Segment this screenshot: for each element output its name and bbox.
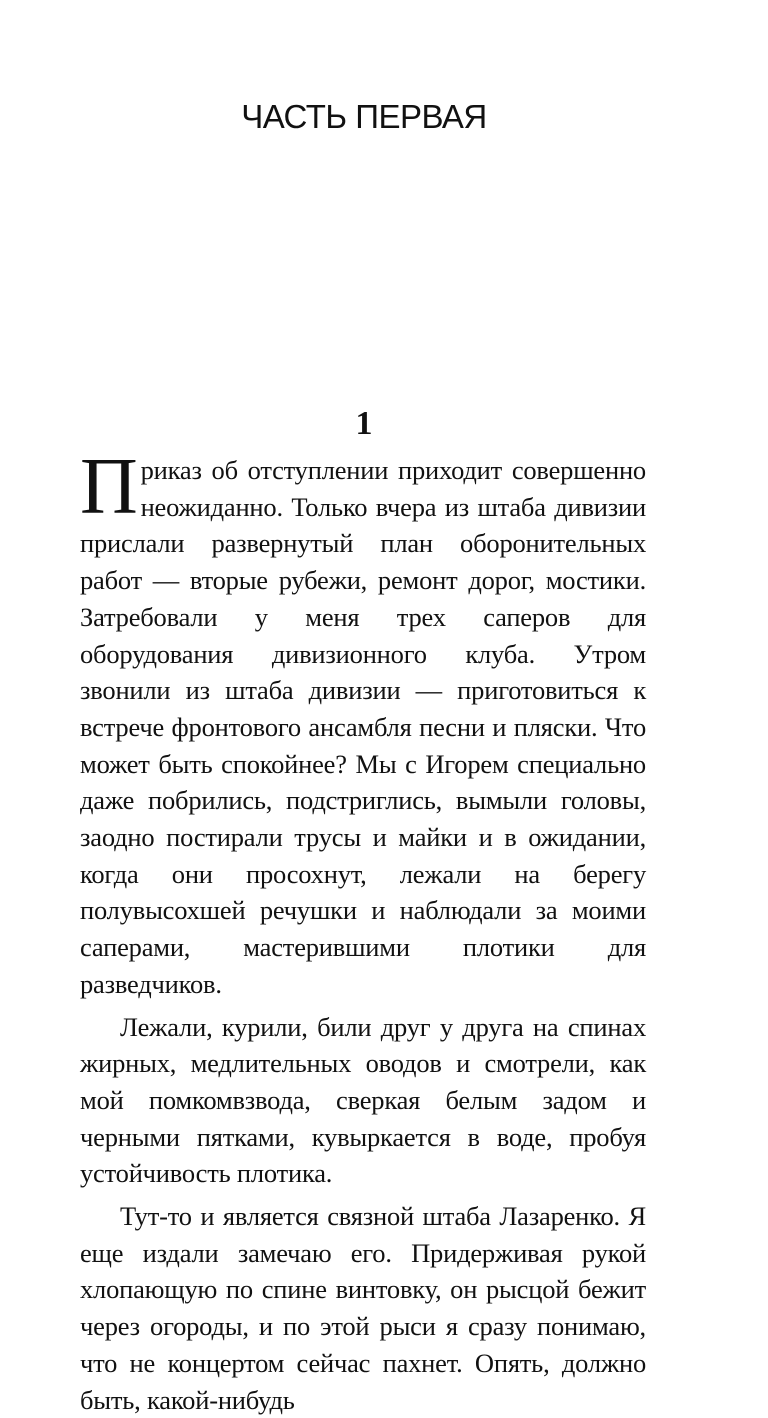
- body-text: [80, 443, 646, 1418]
- paragraph-3: Тут-то и является связной штаба Лазаренко. Я еще издали замечаю его. Придерживая рукой хлопающую по спине винтовку, он рысцой бежит через огороды, и по этой рыси я сразу понимаю, что не концертом сейчас пахнет. Опять, должно быть, какой-нибудь: [80, 1201, 646, 1415]
- part-title: ЧАСТЬ ПЕРВАЯ: [241, 98, 487, 135]
- chapter-number: 1: [355, 405, 373, 442]
- paragraph-2: Лежали, курили, били друг у друга на спинах жирных, медлительных оводов и смотрели, как мой помкомвзвода, сверкая белым задом и черными пятками, кувыркается в воде, пробуя устойчивость плотика.: [80, 1011, 646, 1189]
- paragraph-1: Приказ об отступлении приходит совершенно неожиданно. Только вчера из штаба дивизии прислали развернутый план оборонительных работ — вторые рубежи, ремонт дорог, мостики. Затребовали у меня трех саперов для оборудования дивизионного клуба. Утром звонили из штаба дивизии — приготовиться к встрече фронтового ансамбля песни и пляски. Что может быть спокойнее? Мы с Игорем специально даже побрились, подстриглись, вымыли головы, заодно постирали трусы и майки и в ожидании, когда они просохнут, лежали на берегу полувысохшей речушки и наблюдали за моими саперами, мастерившими плотики для разведчиков.: [80, 443, 646, 999]
